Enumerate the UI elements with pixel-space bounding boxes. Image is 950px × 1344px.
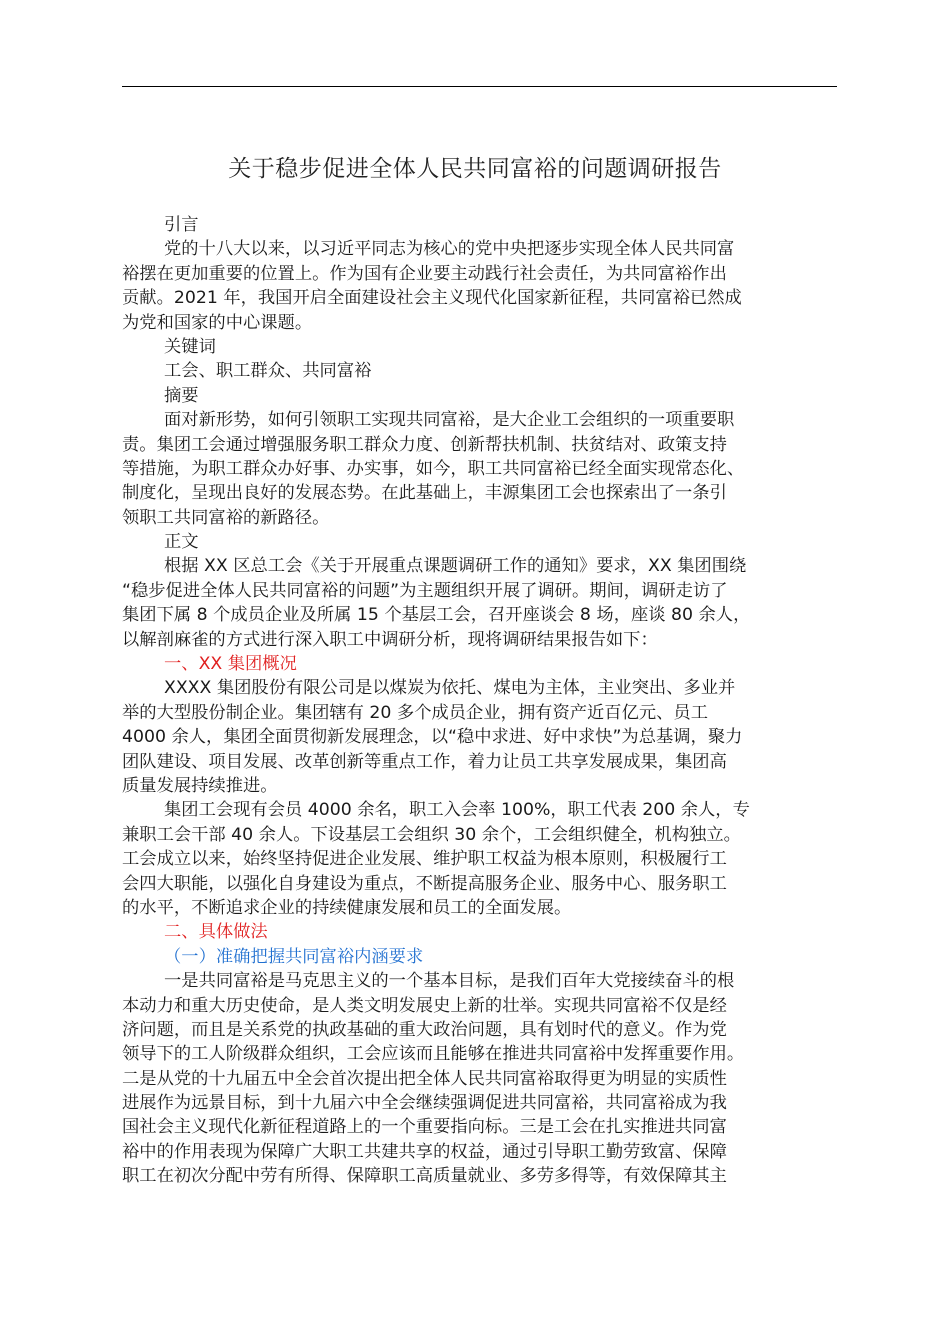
paragraph-line: 举的大型股份制企业。集团辖有 20 多个成员企业，拥有资产近百亿元、员工 [122, 702, 708, 723]
paragraph-line: 为党和国家的中心课题。 [122, 312, 313, 333]
paragraph-line: 裕中的作用表现为保障广大职工共建共享的权益，通过引导职工勤劳致富、保障 [122, 1141, 727, 1162]
paragraph-line: 面对新形势，如何引领职工实现共同富裕，是大企业工会组织的一项重要职 [164, 410, 735, 431]
paragraph-line: 根据 XX 区总工会《关于开展重点课题调研工作的通知》要求，XX 集团围绕 [164, 556, 747, 577]
paragraph-line: 进展作为远景目标，到十九届六中全会继续强调促进共同富裕，共同富裕成为我 [122, 1093, 727, 1114]
header-rule [122, 86, 837, 87]
paragraph-line: 职工在初次分配中劳有所得、保障职工高质量就业、多劳多得等，有效保障其主 [122, 1166, 727, 1187]
heading-practices: 二、具体做法 [164, 922, 268, 943]
section-label-intro: 引言 [164, 215, 199, 235]
section-label-main: 正文 [164, 532, 199, 553]
paragraph-line: 集团下属 8 个成员企业及所属 15 个基层工会，召开座谈会 8 场，座谈 80 余人， [122, 605, 751, 626]
paragraph-line: 国社会主义现代化新征程道路上的一个重要指向标。三是工会在扎实推进共同富 [122, 1117, 727, 1138]
paragraph-line: 责。集团工会通过增强服务职工群众力度、创新帮扶机制、扶贫结对、政策支持 [122, 434, 727, 455]
paragraph-line: 本动力和重大历史使命，是人类文明发展史上新的壮举。实现共同富裕不仅是经 [122, 995, 727, 1016]
paragraph-line: 质量发展持续推进。 [122, 775, 278, 796]
paragraph-line: 的水平，不断追求企业的持续健康发展和员工的全面发展。 [122, 897, 572, 918]
section-label-keywords: 关键词 [164, 336, 216, 357]
paragraph-line: 济问题，而且是关系党的执政基础的重大政治问题，具有划时代的意义。作为党 [122, 1019, 727, 1040]
paragraph-line: 贡献。2021 年，我国开启全面建设社会主义现代化国家新征程，共同富裕已然成 [122, 288, 742, 309]
paragraph-line: 制度化，呈现出良好的发展态势。在此基础上，丰源集团工会也探索出了一条引 [122, 483, 727, 504]
paragraph-line: 党的十八大以来，以习近平同志为核心的党中央把逐步实现全体人民共同富 [164, 239, 735, 260]
paragraph-line: 领导下的工人阶级群众组织，工会应该而且能够在推进共同富裕中发挥重要作用。 [122, 1044, 745, 1065]
paragraph-line: 一是共同富裕是马克思主义的一个基本目标，是我们百年大党接续奋斗的根 [164, 971, 735, 992]
paragraph-line: 工会成立以来，始终坚持促进企业发展、维护职工权益为根本原则，积极履行工 [122, 849, 727, 870]
paragraph-line: 会四大职能，以强化自身建设为重点，不断提高服务企业、服务中心、服务职工 [122, 873, 727, 894]
paragraph-line: XXXX 集团股份有限公司是以煤炭为依托、煤电为主体，主业突出、多业并 [164, 678, 736, 699]
heading-overview: 一、XX 集团概况 [164, 654, 297, 675]
paragraph-line: 兼职工会干部 40 余人。下设基层工会组织 30 余个，工会组织健全，机构独立。 [122, 824, 741, 845]
paragraph-line: 裕摆在更加重要的位置上。作为国有企业要主动践行社会责任，为共同富裕作出 [122, 263, 727, 284]
section-label-abstract: 摘要 [164, 385, 199, 406]
document-body [122, 213, 838, 1189]
paragraph-line: 等措施，为职工群众办好事、办实事，如今，职工共同富裕已经全面实现常态化、 [122, 458, 745, 479]
document-title: 关于稳步促进全体人民共同富裕的问题调研报告 [228, 156, 722, 182]
paragraph-line: 二是从党的十九届五中全会首次提出把全体人民共同富裕取得更为明显的实质性 [122, 1068, 727, 1089]
paragraph-line: 集团工会现有会员 4000 余名，职工入会率 100%，职工代表 200 余人，专 [164, 800, 750, 821]
paragraph-line: 4000 余人，集团全面贯彻新发展理念，以“稳中求进、好中求快”为总基调，聚力 [122, 727, 743, 748]
keywords-line: 工会、职工群众、共同富裕 [164, 361, 372, 382]
subheading-connotation: （一）准确把握共同富裕内涵要求 [164, 946, 424, 967]
paragraph-line: “稳步促进全体人民共同富裕的问题”为主题组织开展了调研。期间，调研走访了 [122, 580, 728, 601]
paragraph-line: 领职工共同富裕的新路径。 [122, 507, 330, 528]
paragraph-line: 团队建设、项目发展、改革创新等重点工作，着力让员工共享发展成果，集团高 [122, 751, 727, 772]
paragraph-line: 以解剖麻雀的方式进行深入职工中调研分析，现将调研结果报告如下： [122, 629, 658, 650]
